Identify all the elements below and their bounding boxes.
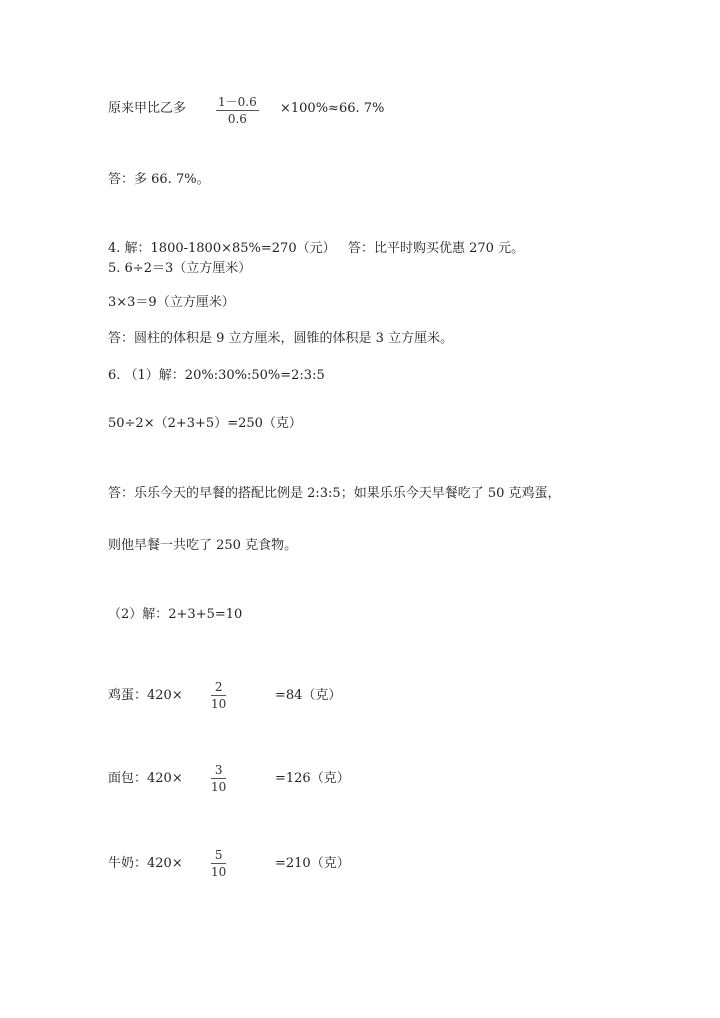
p5-answer-text: 答：圆柱的体积是 9 立方厘米，圆锥的体积是 3 立方厘米。 — [108, 331, 454, 346]
p3-prefix-text: 原来甲比乙多 — [108, 101, 187, 116]
p6-item-bread-numerator: 3 — [214, 763, 223, 777]
p3-fraction — [216, 95, 259, 126]
p6-item-milk-result: =210（克） — [275, 856, 350, 871]
p6-item-milk-numerator: 5 — [214, 848, 223, 862]
p6-item-milk-fraction — [211, 848, 226, 879]
p6-item-egg-fraction — [211, 680, 226, 711]
p5-line2-text: 3×3＝9（立方厘米） — [108, 295, 235, 310]
p6-item-bread-denominator: 10 — [211, 780, 227, 794]
p6-item-bread-label: 面包：420× — [108, 771, 183, 786]
p6-item-egg-result: =84（克） — [275, 688, 342, 703]
p6-item-milk-label: 牛奶：420× — [108, 856, 183, 871]
p6-answer-line-b: 则他早餐一共吃了 250 克食物。 — [108, 538, 298, 553]
p6-item-egg-numerator: 2 — [214, 680, 223, 694]
p5-line1-text: 5. 6÷2＝3（立方厘米） — [108, 261, 252, 276]
p6-item-milk-denominator: 10 — [211, 865, 227, 879]
p3-answer-text: 答：多 66. 7%。 — [108, 172, 210, 187]
p3-fraction-denominator: 0.6 — [227, 112, 247, 126]
p6-part1-heading: 6. （1）解：20%:30%:50%=2:3:5 — [108, 368, 325, 383]
p4-calc-text: 4. 解：1800-1800×85%=270（元） — [108, 241, 336, 256]
p6-item-egg-label: 鸡蛋：420× — [108, 688, 183, 703]
p6-item-egg-denominator: 10 — [211, 697, 227, 711]
p6-answer-line-a: 答：乐乐今天的早餐的搭配比例是 2:3:5；如果乐乐今天早餐吃了 50 克鸡蛋， — [108, 486, 561, 501]
p3-suffix-text: ×100%≈66. 7% — [280, 101, 385, 116]
p6-part1-calc: 50÷2×（2+3+5）=250（克） — [108, 416, 302, 431]
p6-part2-heading: （2）解：2+3+5=10 — [108, 607, 243, 622]
p4-answer-text: 答：比平时购买优惠 270 元。 — [348, 241, 525, 256]
p6-item-bread-fraction — [211, 763, 226, 794]
p3-fraction-numerator: 1－0.6 — [218, 95, 257, 109]
p6-item-bread-result: =126（克） — [275, 771, 350, 786]
